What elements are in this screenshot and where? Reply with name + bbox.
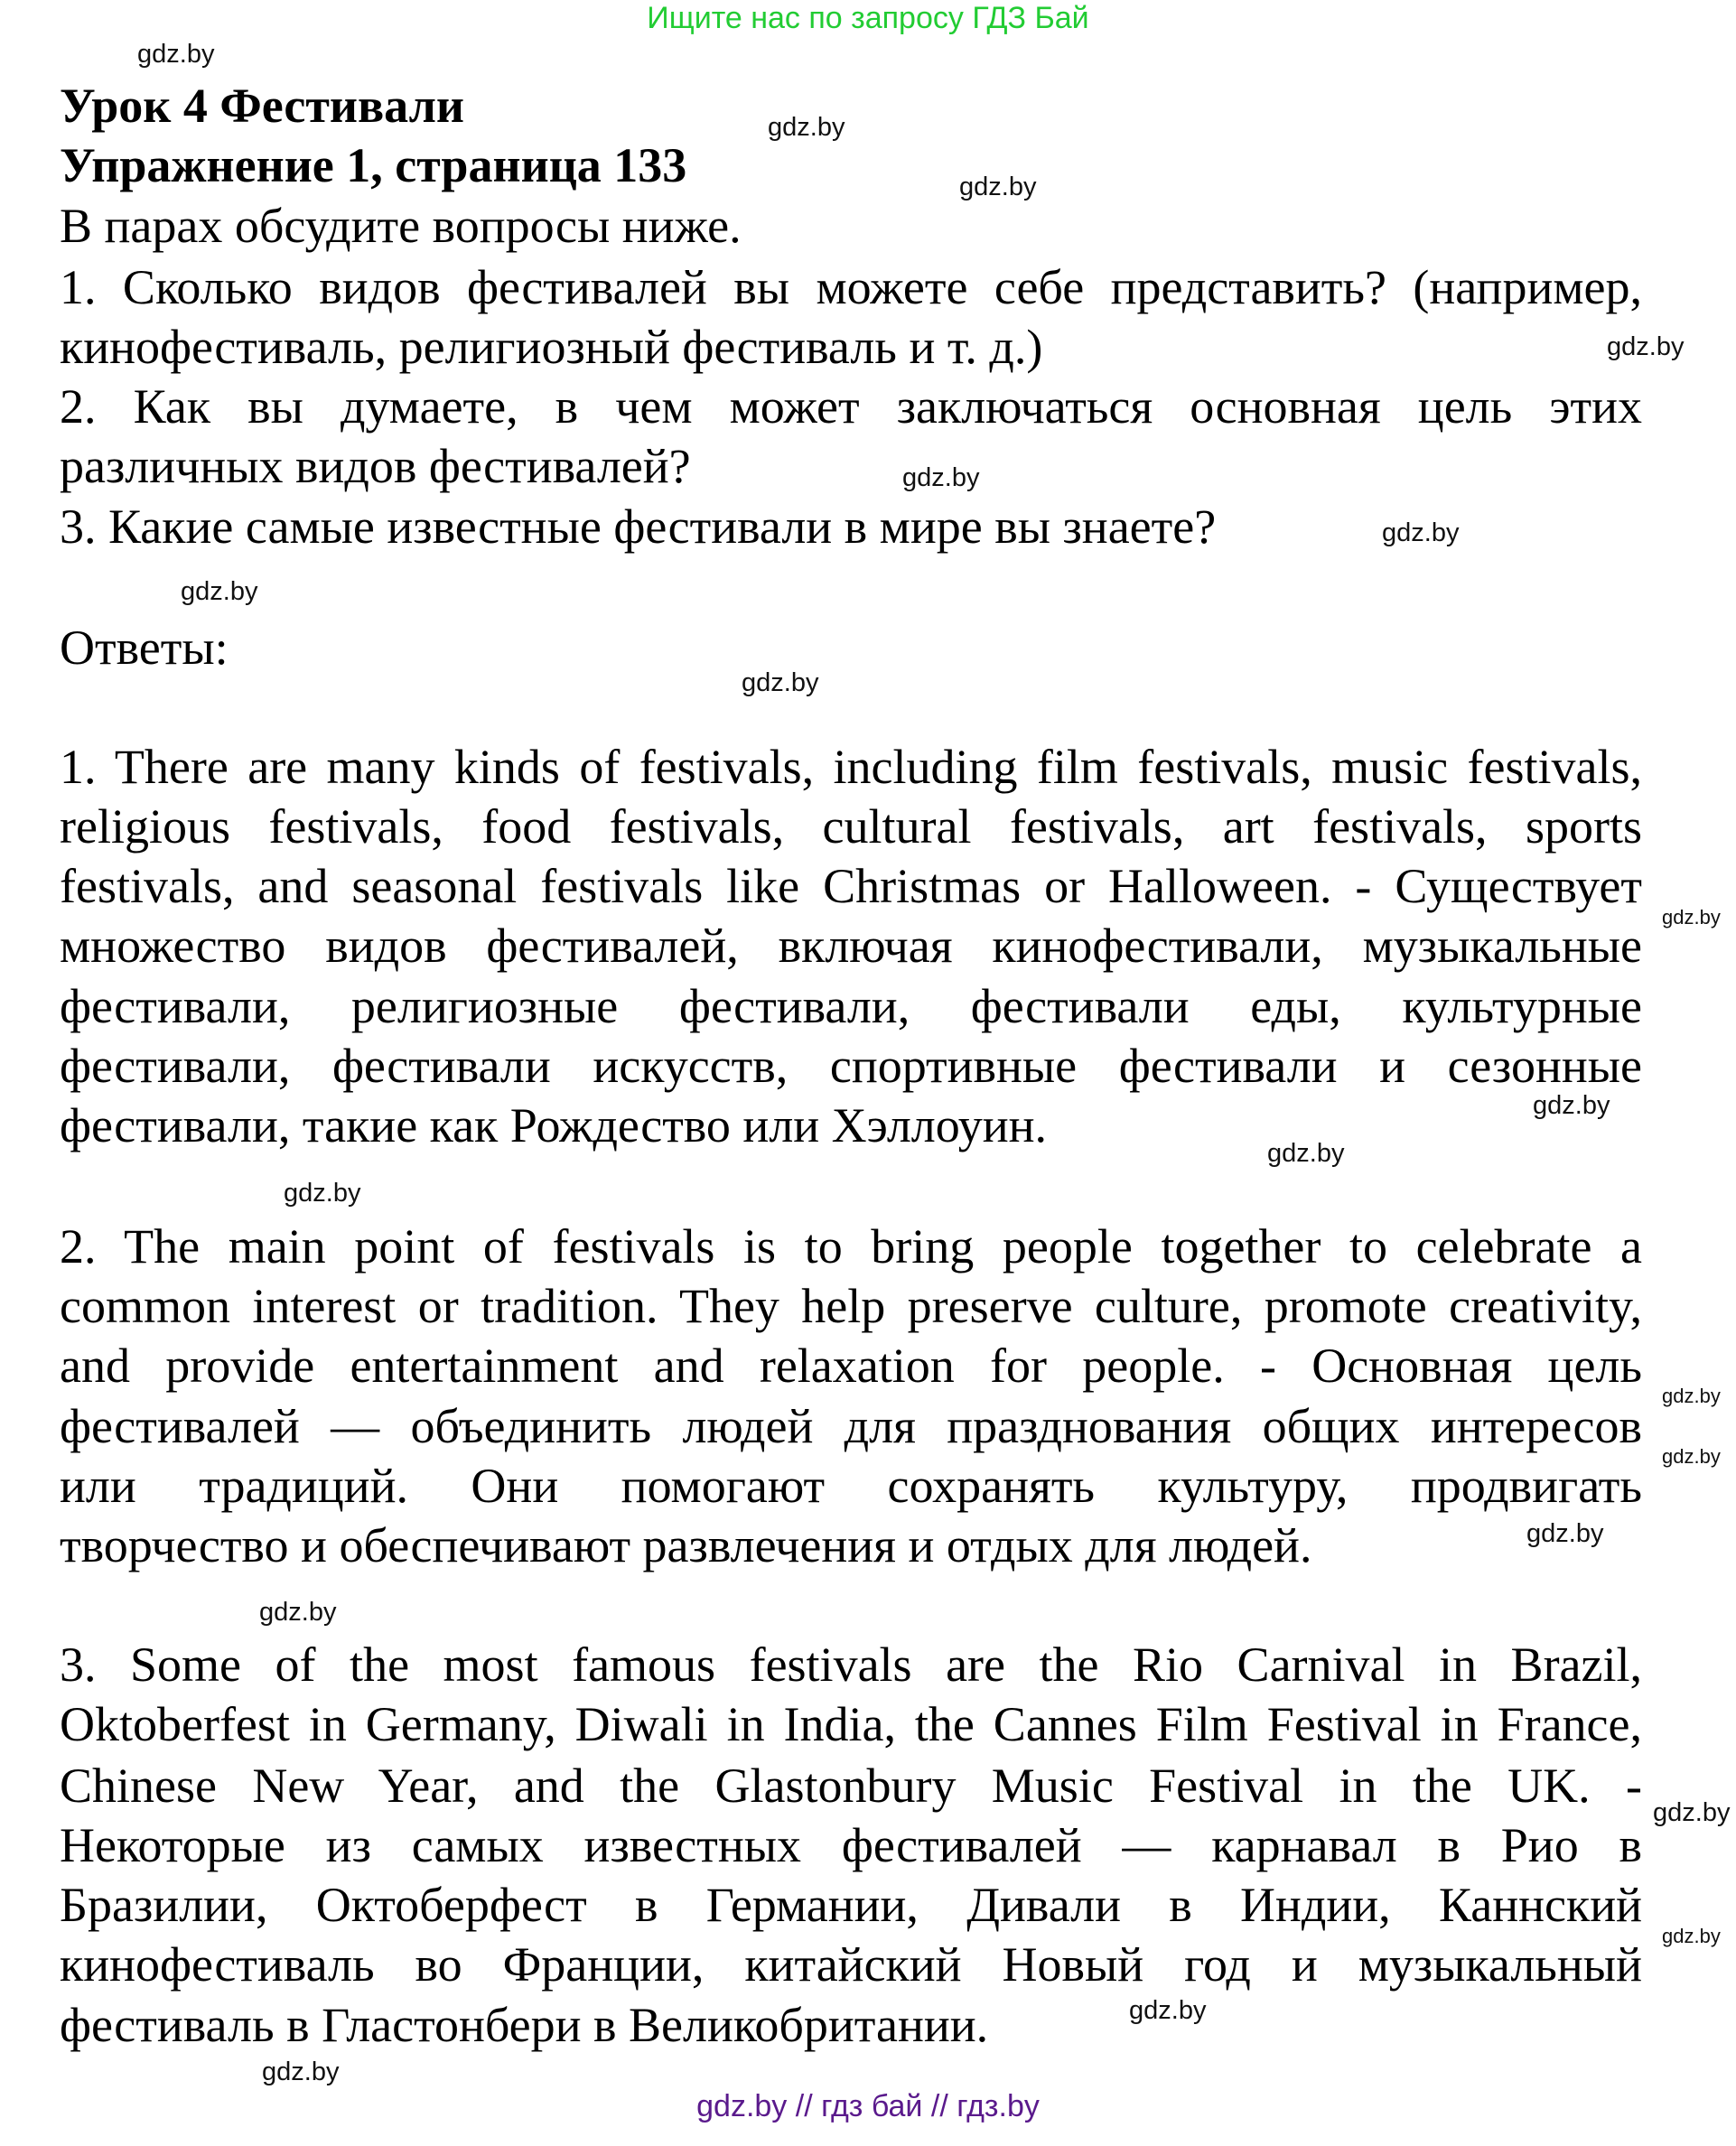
watermark: gdz.by — [1653, 1798, 1731, 1827]
answer-line: common interest or tradition. They help preserve culture, promote creativity, — [60, 1279, 1642, 1333]
question-line: 2. Как вы думаете, в чем может заключаться основная цель этих — [60, 379, 1642, 434]
watermark: gdz.by — [1382, 518, 1460, 547]
watermark: gdz.by — [1662, 1385, 1721, 1407]
answer-line: фестивали, религиозные фестивали, фестивали еды, культурные — [60, 979, 1642, 1033]
answer-line: 3. Some of the most famous festivals are the Rio Carnival in Brazil, — [60, 1637, 1642, 1692]
question-line: различных видов фестивалей? — [60, 439, 691, 493]
answer-line: множество видов фестивалей, включая кинофестивали, музыкальные — [60, 919, 1642, 973]
watermark: gdz.by — [1607, 332, 1685, 361]
header-banner: Ищите нас по запросу ГДЗ Бай — [647, 1, 1089, 35]
watermark: gdz.by — [1662, 1925, 1721, 1947]
answer-line: фестиваль в Гластонбери в Великобритании. — [60, 1998, 989, 2052]
watermark: gdz.by — [181, 577, 258, 606]
answer-line: фестивалей — объединить людей для празднования общих интересов — [60, 1399, 1642, 1453]
answer-line: Oktoberfest in Germany, Diwali in India, the Cannes Film Festival in France, — [60, 1697, 1642, 1751]
watermark: gdz.by — [1533, 1091, 1610, 1120]
answer-line: Бразилии, Октоберфест в Германии, Дивали в Индии, Каннский — [60, 1878, 1642, 1932]
question-line: 3. Какие самые известные фестивали в мире вы знаете? — [60, 499, 1217, 554]
answer-line: фестивали, фестивали искусств, спортивные фестивали и сезонные — [60, 1039, 1642, 1093]
watermark: gdz.by — [262, 2057, 340, 2086]
watermark: gdz.by — [959, 173, 1037, 201]
watermark: gdz.by — [1129, 1996, 1207, 2025]
watermark: gdz.by — [1662, 1445, 1721, 1468]
answer-line: кинофестиваль во Франции, китайский Новый год и музыкальный — [60, 1937, 1642, 1992]
watermark: gdz.by — [902, 463, 980, 492]
answers-label: Ответы: — [60, 620, 229, 675]
answer-line: religious festivals, food festivals, cultural festivals, art festivals, sports — [60, 799, 1642, 854]
question-line: 1. Сколько видов фестивалей вы можете себе представить? (например, — [60, 260, 1642, 314]
watermark: gdz.by — [284, 1179, 361, 1208]
answer-line: творчество и обеспечивают развлечения и отдых для людей. — [60, 1518, 1312, 1572]
answer-line: Chinese New Year, and the Glastonbury Music Festival in the UK. - — [60, 1759, 1642, 1813]
watermark: gdz.by — [768, 113, 845, 142]
answer-line: festivals, and seasonal festivals like Christmas or Halloween. - Существует — [60, 859, 1642, 913]
watermark: gdz.by — [1662, 906, 1721, 928]
watermark: gdz.by — [1267, 1139, 1345, 1168]
footer-banner: gdz.by // гдз бай // гдз.by — [696, 2089, 1040, 2123]
instruction: В парах обсудите вопросы ниже. — [60, 199, 742, 253]
lesson-title: Урок 4 Фестивали — [60, 79, 465, 133]
answer-line: фестивали, такие как Рождество или Хэллоуин. — [60, 1098, 1047, 1152]
answer-line: Некоторые из самых известных фестивалей — карнавал в Рио в — [60, 1818, 1642, 1872]
watermark: gdz.by — [1526, 1519, 1604, 1548]
answer-line: 1. There are many kinds of festivals, including film festivals, music festivals, — [60, 740, 1642, 794]
watermark: gdz.by — [259, 1598, 337, 1627]
watermark: gdz.by — [137, 40, 215, 69]
watermark: gdz.by — [742, 668, 819, 697]
answer-line: 2. The main point of festivals is to bring people together to celebrate a — [60, 1219, 1642, 1274]
answer-line: and provide entertainment and relaxation for people. - Основная цель — [60, 1339, 1642, 1393]
exercise-title: Упражнение 1, страница 133 — [60, 138, 687, 192]
answer-line: или традиций. Они помогают сохранять культуру, продвигать — [60, 1459, 1642, 1513]
question-line: кинофестиваль, религиозный фестиваль и т. д.) — [60, 320, 1043, 374]
